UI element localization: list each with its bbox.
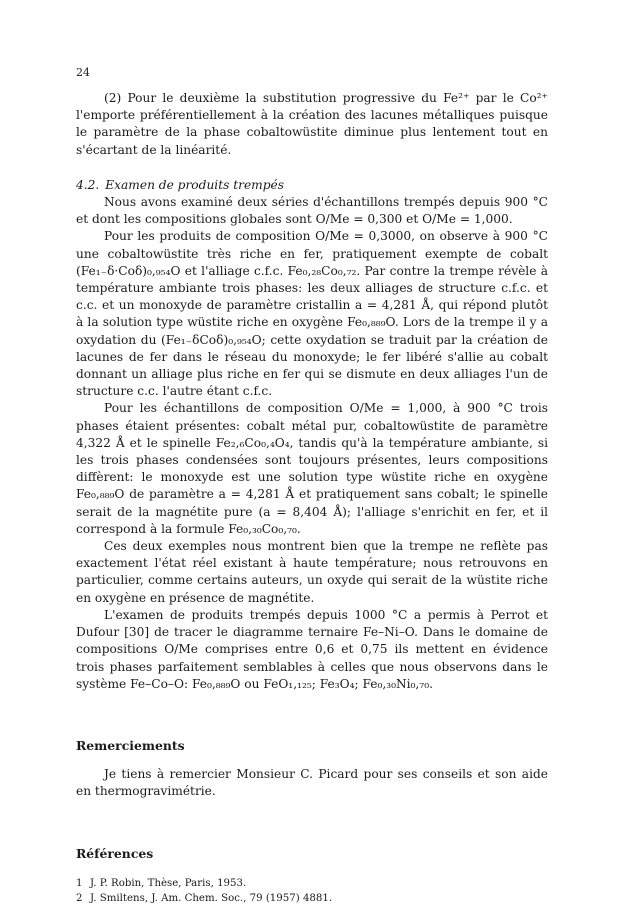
reference-item bbox=[76, 891, 548, 906]
paragraph-composition-0300: Pour les produits de composition O/Me = 0,3000, on observe à 900 °C une cobaltowüstite très riche en fer, pratiquement exempte de cobalt (Fe₁₋δ·Coδ)₀,₉₅₄O et l'alliage c.f.c. Fe₀,₂₈Co₀,₇₂. Par contre la trempe révèle à température ambiante trois phases: les deux alliages de structure c.f.c. et c.c. et un monoxyde de paramètre cristallin a = 4,281 Å, qui répond plutôt à la solution type wüstite riche en oxygène Fe₀,₈₈₉O. Lors de la trempe il y a oxydation du (Fe₁₋δCoδ)₀,₉₅₄O; cette oxydation se traduit par la création de lacunes de fer dans le réseau du monoxyde; le fer libéré s'allie au cobalt donnant un alliage plus riche en fer qui se dismute en deux alliages l'un de structure c.c. l'autre étant c.f.c. bbox=[76, 229, 548, 399]
section-heading bbox=[76, 177, 548, 194]
paragraph-fe-ni-o: L'examen de produits trempés depuis 1000 °C a permis à Perrot et Dufour [30] de tracer le diagramme ternaire Fe–Ni–O. Dans le domaine de compositions O/Me comprises entre 0,6 et 0,75 ils mettent en évidence trois phases parfaitement semblables à celles que nous observons dans le système Fe–Co–O: Fe₀,₈₈₉O ou FeO₁,₁₂₅; Fe₃O₄; Fe₀,₃₀Ni₀,₇₀. bbox=[76, 607, 548, 691]
paragraph-composition-1000: Pour les échantillons de composition O/Me = 1,000, à 900 °C trois phases étaient présentes: cobalt métal pur, cobaltowüstite de paramètre 4,322 Å et le spinelle Fe₂,₆Co₀,₄O₄, tandis qu'à la température ambiante, si les trois phases condensées sont toujours présentes, leurs compositions diffèrent: le monoxyde est une solution type wüstite riche en oxygène Fe₀,₈₈₉O de paramètre a = 4,281 Å et pratiquement sans cobalt; le spinelle serait de la magnétite pure (a = 8,404 Å); l'alliage s'enrichit en fer, et il correspond à la formule Fe₀,₃₀Co₀,₇₀. bbox=[76, 401, 548, 536]
reference-item bbox=[76, 876, 548, 891]
references-list bbox=[76, 876, 548, 906]
document-body bbox=[76, 90, 548, 906]
reference-number: 1 bbox=[76, 877, 83, 889]
reference-number: 2 bbox=[76, 892, 83, 904]
paragraph-conclusion: Ces deux exemples nous montrent bien que la trempe ne reflète pas exactement l'état réel existant à haute température; nous retrouvons en particulier, comme certains auteurs, un oxyde qui serait de la wüstite riche en oxygène en présence de magnétite. bbox=[76, 539, 548, 605]
references-heading: Références bbox=[76, 845, 154, 861]
paragraph-substitution: (2) Pour le deuxième la substitution progressive du Fe²⁺ par le Co²⁺ l'emporte préférentiellement à la création des lacunes métalliques puisque le paramètre de la phase cobaltowüstite diminue plus lentement tout en s'écartant de la linéarité. bbox=[76, 91, 548, 157]
reference-text: J. Smiltens, J. Am. Chem. Soc., 79 (1957) 4881. bbox=[90, 892, 333, 904]
page-number: 24 bbox=[76, 66, 90, 79]
reference-text: J. P. Robin, Thèse, Paris, 1953. bbox=[90, 877, 247, 889]
acknowledgements-text: Je tiens à remercier Monsieur C. Picard pour ses conseils et son aide en thermogravimétrie. bbox=[76, 767, 548, 799]
acknowledgements-heading: Remerciements bbox=[76, 737, 185, 753]
section-title: Examen de produits trempés bbox=[105, 177, 284, 192]
paragraph-series: Nous avons examiné deux séries d'échantillons trempés depuis 900 °C et dont les compositions globales sont O/Me = 0,300 et O/Me = 1,000. bbox=[76, 195, 548, 227]
section-number: 4.2. bbox=[76, 177, 100, 192]
